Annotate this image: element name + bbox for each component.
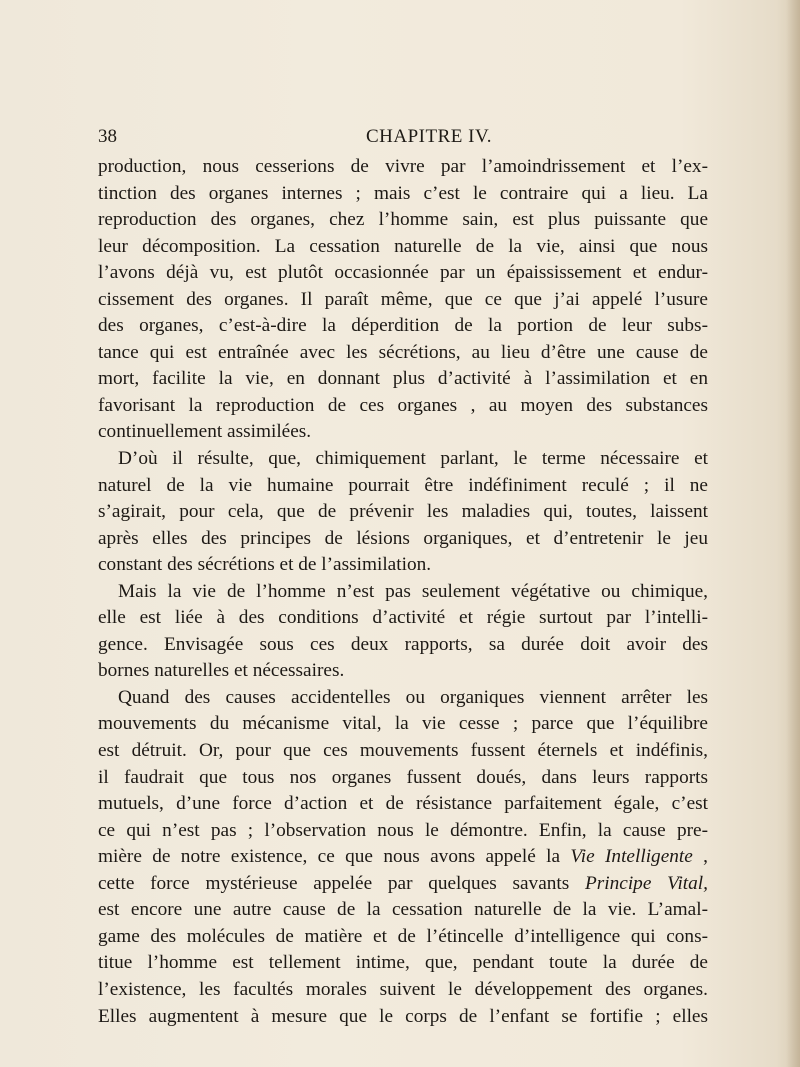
text-line: est détruit. Or, pour que ces mouvements fussent éternels et indéfinis,	[98, 740, 708, 762]
text-line: des organes, c’est-à-dire la déperdition de la portion de leur subs-	[98, 315, 708, 337]
italic-term: Vie Intelligente	[570, 846, 693, 868]
text-line: elle est liée à des conditions d’activité et régie surtout par l’intelli-	[98, 607, 708, 629]
body-text	[98, 154, 708, 1030]
text-line: mutuels, d’une force d’action et de résistance parfaitement égale, c’est	[98, 793, 708, 815]
text-line: continuellement assimilées.	[98, 421, 312, 443]
running-title: CHAPITRE IV.	[366, 126, 492, 147]
text-line-with-italic: mière de notre existence, ce que nous avons appelé la Vie Intelligente ,	[98, 846, 708, 868]
text-line: D’où il résulte, que, chimiquement parlant, le terme nécessaire et	[118, 448, 708, 470]
text-line: tinction des organes internes ; mais c’est le contraire qui a lieu. La	[98, 182, 708, 204]
text-line: titue l’homme est tellement intime, que, pendant toute la durée de	[98, 952, 708, 974]
text-line: l’avons déjà vu, est plutôt occasionnée par un épaississement et endur-	[98, 262, 708, 284]
page-edge-shadow	[786, 0, 800, 1067]
page-number: 38	[98, 126, 117, 147]
text-line: leur décomposition. La cessation naturelle de la vie, ainsi que nous	[98, 235, 708, 257]
text-line: reproduction des organes, chez l’homme sain, est plus puissante que	[98, 209, 708, 231]
text-line: il faudrait que tous nos organes fussent doués, dans leurs rapports	[98, 766, 708, 788]
text-line: Quand des causes accidentelles ou organiques viennent arrêter les	[118, 686, 708, 708]
text-line: cissement des organes. Il paraît même, que ce que j’ai appelé l’usure	[98, 288, 708, 310]
text-line: est encore une autre cause de la cessation naturelle de la vie. L’amal-	[98, 899, 708, 921]
text-line: mouvements du mécanisme vital, la vie cesse ; parce que l’équilibre	[98, 713, 708, 735]
text-line: bornes naturelles et nécessaires.	[98, 660, 345, 682]
text-line: tance qui est entraînée avec les sécrétions, au lieu d’être une cause de	[98, 341, 708, 363]
text-line: gence. Envisagée sous ces deux rapports, sa durée doit avoir des	[98, 633, 708, 655]
text-line: après elles des principes de lésions organiques, et d’entretenir le jeu	[98, 527, 708, 549]
text-line: game des molécules de matière et de l’étincelle d’intelligence qui cons-	[98, 925, 708, 947]
text-line: Mais la vie de l’homme n’est pas seulement végétative ou chimique,	[118, 580, 708, 602]
text-line: l’existence, les facultés morales suivent le développement des organes.	[98, 978, 708, 1000]
page-header	[98, 126, 698, 156]
text-line: favorisant la reproduction de ces organes , au moyen des substances	[98, 394, 708, 416]
paragraph	[98, 446, 708, 579]
text-line: s’agirait, pour cela, que de prévenir les maladies qui, toutes, laissent	[98, 501, 708, 523]
italic-term: Principe Vital,	[584, 872, 708, 894]
text-line: production, nous cesserions de vivre par l’amoindrissement et l’ex-	[98, 156, 708, 177]
text-line: ce qui n’est pas ; l’observation nous le démontre. Enfin, la cause pre-	[98, 819, 708, 841]
text-line: naturel de la vie humaine pourrait être indéfiniment reculé ; il ne	[98, 474, 708, 496]
paragraph	[98, 685, 708, 1030]
text-line-with-italic	[98, 871, 708, 898]
text-line: constant des sécrétions et de l’assimilation.	[98, 554, 432, 576]
paragraph	[98, 154, 708, 446]
text-fragment: cette force mystérieuse appelée par quelques savants	[98, 872, 585, 894]
text-fragment: mière de notre existence, ce que nous avons appelé la	[98, 846, 571, 868]
text-line: Elles augmentent à mesure que le corps de l’enfant se fortifie ; elles	[98, 1005, 708, 1027]
text-line: mort, facilite la vie, en donnant plus d’activité à l’assimilation et en	[98, 368, 708, 390]
paragraph	[98, 579, 708, 685]
